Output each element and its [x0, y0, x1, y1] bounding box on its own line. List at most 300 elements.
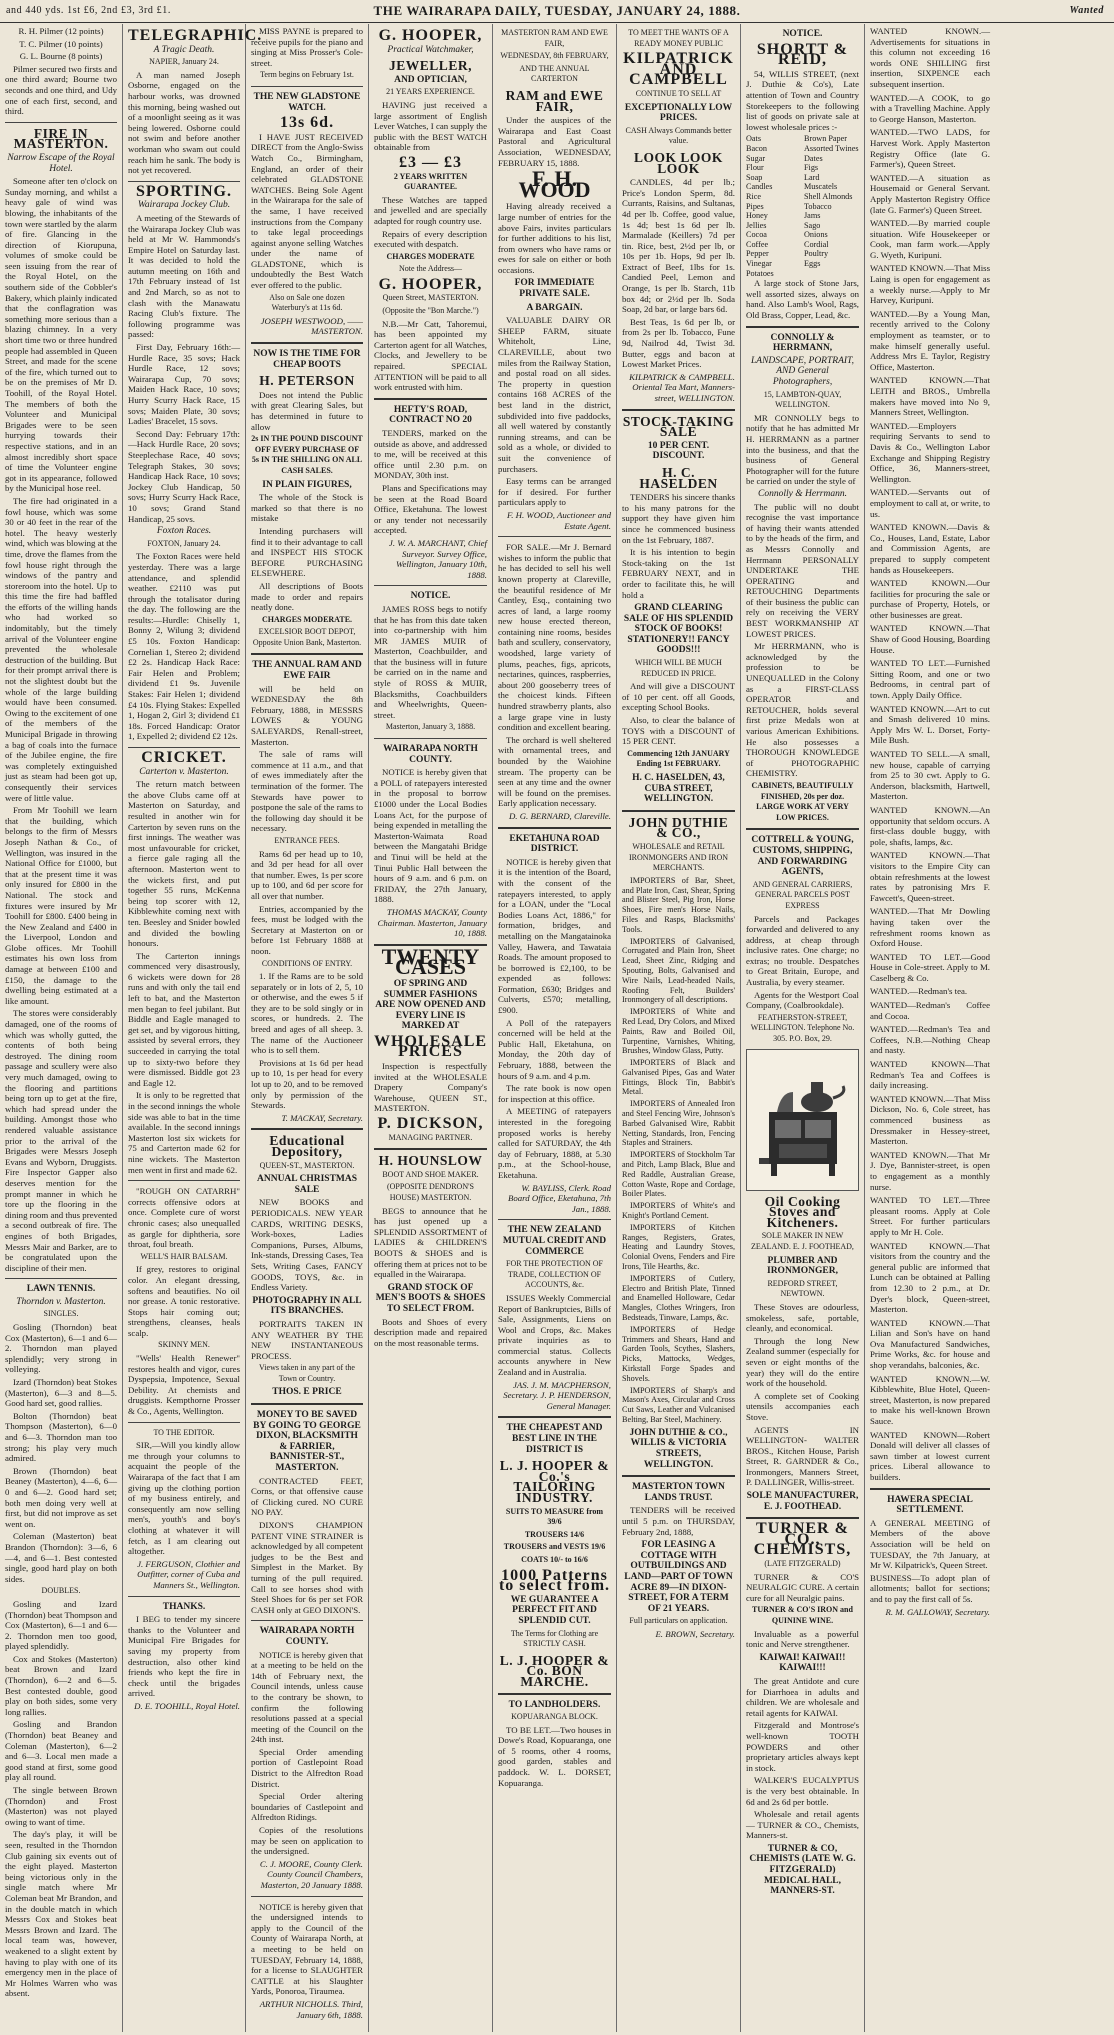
foothead-sole-maker: SOLE MAKER IN NEW ZEALAND. E. J. FOOTHEAD,	[751, 1231, 854, 1251]
excelsior-depot: EXCELSIOR BOOT DEPOT, Opposite Union Bank, Masterton.	[252, 627, 362, 647]
twenty-cases-heading: TWENTY CASES	[381, 943, 480, 980]
watch-also: Also on Sale one dozen Waterbury's at 11s 6d.	[269, 292, 345, 313]
importer-item: IMPORTERS of Kitchen Ranges, Registers, Grates, Heating and Laundry Stoves, Colonial Ovens, Fenders and Fire Irons, Tile Hearths, &c.	[622, 1222, 735, 1272]
wanted-advert: WANTED KNOWN—That Redman's Tea and Coffees is daily increasing.	[870, 1059, 990, 1091]
goods-item: Sago	[804, 220, 821, 230]
bargain-heading: A BARGAIN.	[526, 302, 583, 313]
wanted-advert: WANTED.—TWO LADS, for Harvest Work. Apply Masterton Registry Office (late G. Farmer's), Queen Street.	[870, 127, 990, 170]
mutual-credit-heading: THE NEW ZEALAND MUTUAL CREDIT AND COMMERCE	[502, 1225, 607, 1257]
wood-heading: F. H. WOOD	[518, 166, 591, 202]
conditions-text-2: Provisions at 1s 6d per head up to 10, 1s per head for every lot up to 20, and to be removed only by permission of the Stewards.	[251, 1057, 363, 1111]
terms-text: The Terms for Clothing are STRICTLY CASH.	[510, 1628, 599, 1649]
stove-icon	[751, 1058, 855, 1182]
goods-item: Cordial	[804, 239, 829, 249]
look-heading: LOOK LOOK LOOK	[634, 149, 723, 176]
fire-heading: FIRE IN MASTERTON.	[13, 125, 109, 152]
haselden-text-2: It is his intention to begin Stock-taking on the 1st FEBRUARY NEXT, and in order to facilitate this, he will hold a	[622, 547, 735, 600]
wanted-advert: WANTED.—Servants out of employment to call at, or write, to us.	[870, 487, 990, 519]
importer-item: IMPORTERS of Annealed Iron and Steel Fencing Wire, Johnson's Barbed Galvanised Wire, Rabbit Netting, Standards, Iron, Fencing Staples and Strainers.	[622, 1099, 735, 1148]
kilpatrick-heading: KILPATRICK AND CAMPBELL	[623, 50, 734, 89]
price-signature: THOS. E PRICE	[272, 1387, 342, 1398]
hooper-text-2: These Watches are tapped and jewelled and are specially adapted for rough country use.	[374, 194, 487, 226]
importer-item: IMPORTERS of Sharp's and Mason's Axes, Circular and Cross Cut Saws, Leather and Vulcanised Belting, Bar Steel, Machinery.	[622, 1385, 735, 1424]
divider	[498, 536, 611, 537]
conditions-heading: CONDITIONS OF ENTRY.	[261, 958, 353, 968]
north-county-signature: C. J. MOORE, County Clerk. County Council Chambers, Masterton, 20 January 1888.	[259, 1858, 363, 1890]
divider	[251, 1896, 363, 1897]
goods-item: Sugar	[746, 153, 766, 163]
cricket-text-3: It is only to be regretted that in the second innings the whole side was able to bat in the time available. In the second innings Masterton lost six wickets for 75 and Carterton made 62 for nine wickets. The Masterton men went in first and made 62.	[128, 1090, 240, 1175]
trousers-price: TROUSERS 14/6	[524, 1529, 585, 1539]
wanted-advert: WANTED.—Employers requiring Servants to send to Davis & Co., Wellington Labor Exchange and Shipping Registry Office, 36, Manners-street, Wellington.	[870, 420, 990, 484]
tenders-signature: J. W. A. MARCHANT, Chief Surveyor. Survey Office, Wellington, January 10th, 1888.	[388, 537, 487, 580]
wanted-advert: WANTED KNOWN.—Davis & Co., Houses, Land, Estate, Labor and Commission Agents, are prepared to supply competent hands as Housekeepers.	[870, 522, 990, 575]
tailoring-signature: L. J. HOOPER & Co. BON MARCHE.	[499, 1652, 610, 1689]
ross-muir-date: Masterton, January 3, 1888.	[385, 722, 476, 732]
hooper-text-3: Repairs of every description executed with despatch.	[374, 228, 487, 250]
wood-signature: F. H. WOOD, Auctioneer and Estate Agent.	[506, 509, 611, 531]
kaiwai-text: The great Antidote and cure for Diarrhoea in adults and children. We are wholesale and retail agents for KAIWAI.	[746, 1675, 859, 1718]
north-county-text-3: Special Order altering boundaries of Castlepoint and Alfredton Ridings.	[251, 1791, 363, 1823]
tailoring-heading: L. J. HOOPER & Co.'s TAILORING INDUSTRY.	[499, 1458, 610, 1505]
skinny-men-heading: SKINNY MEN.	[158, 1340, 210, 1350]
notice-heading: NOTICE.	[410, 591, 451, 602]
eketahuna-heading: EKETAHUNA ROAD DISTRICT.	[509, 833, 600, 855]
divider	[374, 398, 487, 400]
slaughter-signature: ARTHUR NICHOLLS. Third, January 6th, 1888.	[259, 1998, 363, 2020]
goods-list	[746, 134, 859, 278]
kaiwai-heading: KAIWAI! KAIWAI!! KAIWAI!!!	[759, 1652, 846, 1674]
entry-1: R. H. Pilmer (12 points)	[18, 26, 104, 36]
ram-ewe-fair-heading: THE ANNUAL RAM AND EWE FAIR	[252, 660, 362, 682]
goods-item: Bacon	[746, 143, 767, 153]
divider	[128, 1596, 240, 1597]
editor-heading: TO THE EDITOR.	[153, 1427, 215, 1437]
repairs-text: All descriptions of Boots made to order and repairs neatly done.	[251, 580, 363, 613]
depository-text: NEW BOOKS and PERIODICALS. NEW YEAR CARDS, WRITING DESKS, Work-boxes, Ladies Companions, Purses, Albums, Ink-stands, Dressing Cases, Tea Sets, Writing Cases, FANCY GOODS, TOYS, &c. in Endless Variety.	[251, 1197, 363, 1293]
wanted-advert: WANTED KNOWN.—That LEITH and BROS., Umbrella makers have moved into No 9, Manners Street, Wellington.	[870, 375, 990, 418]
divider	[746, 326, 859, 328]
divider	[251, 86, 363, 87]
hooper-text: HAVING just received a large assortment of English Lever Watches, I can supply the public with the BEST WATCH obtainable from	[374, 99, 487, 153]
dixon-text-2: DIXON'S CHAMPION PATENT VINE STRAINER is acknowledged by all competent judges to be the Best and Simplest in the Market. By turning of the pull required. Call to see horses shod with Steel Shoes for 6s per set FOR CASH only at GEO DIXON'S.	[251, 1520, 363, 1615]
ross-muir-notice: JAMES ROSS begs to notify that he has from this date taken into co-partnership with him MR JAMES MUIR of Masterton, Coachbuilder, and that the business will in future be carried on in the name and style of ROSS & MUIR, Blacksmiths, Coachbuilders and Wheelwrights, Queen-street.	[374, 603, 487, 720]
wanted-advert: WANTED.—Redman's tea.	[870, 986, 968, 997]
hooper-heading: G. HOOPER,	[378, 27, 483, 44]
commencing-text: Commencing 12th JANUARY Ending 1st FEBRUARY.	[627, 748, 730, 769]
column-4	[369, 24, 493, 2032]
mackay-signature: T. MACKAY, Secretary.	[281, 1112, 363, 1123]
foothead-text: These Stoves are odourless, smokeless, safe, portable, cleanly, and economical.	[746, 1301, 859, 1334]
goods-item: Assorted Twines	[804, 143, 859, 153]
hair-balsam-text: If grey, restores to original color. An elegant dressing, softens and beautifies. No oil nor grease. A tonic restorative. Stops hair coming out; strengthens, cleanses, heals scalp.	[128, 1264, 240, 1338]
hooper-optician: AND OPTICIAN,	[394, 74, 467, 85]
divider	[622, 1475, 735, 1477]
ready-money-header: TO MEET THE WANTS OF A READY MONEY PUBLIC	[628, 28, 729, 48]
turner-heading: TURNER & CO., CHEMISTS,	[753, 1520, 852, 1559]
fashions-text: OF SPRING AND SUMMER FASHIONS ARE NOW OPENED AND EVERY LINE IS MARKED AT	[375, 978, 486, 1032]
wanted-advert: WANTED KNOWN.—That visitors to the Empire City can obtain refreshments at the lowest rates by patronising Mrs F. Fawcett's, Queen-street.	[870, 850, 990, 903]
wanted-advert: WANTED KNOWN.—Art to cut and Smash delivered 10 mins. Apply Mrs W. L. Dorset, Forty-Mile Bush.	[870, 703, 990, 746]
balance-text: Also, to clear the balance of TOYS with a DISCOUNT of 15 PER CENT.	[622, 715, 735, 747]
connolly-subheading: LANDSCAPE, PORTRAIT, AND General Photographers,	[750, 355, 854, 387]
divider	[746, 1517, 859, 1519]
goods-item: Oats	[746, 134, 762, 144]
peterson-discount: 2s IN THE POUND DISCOUNT OFF EVERY PURCHASE OF 5s IN THE SHILLING ON ALL CASH SALES.	[251, 434, 363, 475]
special-settlement-text-2: BUSINESS—To adopt plan of allotments; ballot for sections; and to pay the first call of 5s.	[870, 1572, 990, 1604]
special-settlement-signature: R. M. GALLOWAY, Secretary.	[885, 1606, 990, 1617]
quinine-text: Invaluable as a powerful tonic and Nerve strengthener.	[746, 1628, 859, 1650]
grand-stock: GRAND STOCK OF MEN'S BOOTS & SHOES TO SELECT FROM.	[375, 1282, 486, 1314]
wanted-advert: WANTED TO LET.—Furnished Sitting Room, and one or two Bedrooms, in central part of town. Apply Daily Office.	[870, 658, 990, 701]
importer-item: IMPORTERS of White and Red Lead, Dry Colors, and Mixed Paints, Raw and Boiled Oil, Turpentine, Varnishes, Whiting, Brushes, Window Glass, Putty.	[622, 1007, 735, 1056]
goods-item: Cocoa	[746, 230, 767, 240]
notice-heading: NOTICE.	[782, 29, 823, 39]
hounslow-opposite: (OPPOSITE DENDRON'S HOUSE) MASTERTON.	[386, 1182, 474, 1202]
north-county-text-2: Special Order amending portion of Castlepoint Road District to the Alfredton Road District.	[251, 1746, 363, 1789]
hooper-heading-2: G. HOOPER,	[378, 275, 483, 293]
dixon-heading: MONEY TO BE SAVED BY GOING TO GEORGE DIXON, BLACKSMITH & FARRIER, BANNISTER-ST., MASTERTON.	[253, 1410, 361, 1474]
divider	[251, 342, 363, 344]
tahoremui-note: N.B.—Mr Catt, Tahoremui, has been appointed my Carterton agent for all Watches, Clocks, and Jewellery to be repaired. SPECIAL ATTENTION will be paid to all work entrusted with him.	[374, 318, 487, 393]
thanks-heading: THANKS.	[162, 1601, 206, 1612]
foothead-heading: PLUMBER AND IRONMONGER,	[767, 1255, 838, 1277]
coats-price: COATS 10/- to 16/6	[521, 1554, 588, 1564]
tennis-result-7: Cox and Stokes (Masterton) beat Brown and Izard (Thorndon), 6—2 and 6—5. Best contested double, good play on both sides, some very long rallies.	[5, 1653, 117, 1717]
peterson-text: Does not intend the Public with great Clearing Sales, but has determined in future to allow	[251, 389, 363, 432]
haselden-heading: H. C. HASELDEN	[639, 464, 718, 491]
wood-text: Having already received a large number of entries for the above Fairs, invites particulars for further additions to his list, from owners who have rams or ewes for sale on either or both occasions.	[498, 201, 611, 275]
divider	[498, 1693, 611, 1695]
column-5	[493, 24, 617, 2032]
hooper-jeweller: JEWELLER,	[389, 58, 472, 74]
town-lands-signature: E. BROWN, Secretary.	[655, 1628, 735, 1639]
thanks-text: I BEG to tender my sincere thanks to the Volunteer and Municipal Fire Brigades for saving my property from destruction, also other kind friends who kept the fire in check until the brigades arrived.	[128, 1614, 240, 1699]
column-7	[741, 24, 865, 2032]
suits-price: SUITS TO MEASURE from 39/6	[505, 1506, 604, 1527]
jockey-club-heading: Wairarapa Jockey Club.	[137, 200, 231, 211]
poll-notice: NOTICE is hereby given that a POLL of ratepayers interested in the proposal to borrow £1000 under the Local Bodies Loans Act, for the purpose of being expended in metalling the Masterton-Waimata Road between the Mangatahi Bridge and Tinui will be held at the Tinui Public Hall between the hours of 9 a.m. and 6 p.m. on FRIDAY, the 27th January, 1888.	[374, 767, 487, 905]
town-lands-particulars: Full particulars on application.	[629, 1616, 728, 1626]
wanted-advert: WANTED.—A situation as Housemaid or General Servant. Apply Masterton Registry Office (late G. Farmer's) Queen Street.	[870, 172, 990, 215]
wanted-advert: WANTED KNOWN—Robert Donald will deliver all classes of sawn timber at lowest current prices. Liberal allowance to builders.	[870, 1429, 990, 1482]
fire-paragraph-3: From Mr Toohill we learn that the building, which belongs to the firm of Messrs Joseph Nathan & Co., of Wellington, was insured in the National Office for £1000, but that at the present time it was only insured for £800 in the National. The stock and fixtures were insured by Mr Toohill for £800. £400 being in the New Zealand and £400 in the Liverpool, London and Globe offices. Mr Toohill estimates his own loss from damage at between £100 and £150, the damage to the dwelling being estimated at a like amount.	[5, 805, 117, 1006]
sale-signature: D. G. BERNARD, Clareville.	[508, 810, 611, 821]
eketahuna-text-2: A Poll of the ratepayers concerned will be held at the Public Hall, Eketahuna, on Monday, the 20th day of February, 1888, between the hours of 9 a.m. and 4 p.m.	[498, 1017, 611, 1081]
foothead-text-3: A complete set of Cooking utensils accompanies each Stove.	[746, 1390, 859, 1422]
foxton-races-text: The Foxton Races were held yesterday. There was a large attendance, and splendid weather. £2110 was put through the totalisator during the day. The following are the results:—Hurdle: Chiselly 1, Bonny 2, Wilung 3; dividend £5 10s. Foxton Handicap: Cornelian 1, Stereo 2; dividend £2 2s. Handicap Hack Race: Fair Helen and Problem; dividend £1 9s. Juvenile Stakes: Fair Helen 1; dividend £4 10s. Flying Stakes: Expelled 1, Hogan 2, Girl 3; dividend £1 18s. Forced Handicap: Orator 1, Expelled 2; dividend £2 12s.	[128, 551, 240, 742]
agents-text: AGENTS IN WELLINGTON- WALTER BROS., Kitchen House, Parish Street, R. GARNDER & Co., Ironmongers, Manners Street, P. DALLINGER, Willis-street.	[746, 1424, 859, 1488]
tennis-result-9: The single between Brown (Thorndon) and Frost (Masterton) was not played owing to want of time.	[5, 1785, 117, 1827]
tennis-heading: LAWN TENNIS.	[26, 1284, 96, 1295]
photography-text: PORTRAITS TAKEN IN ANY WEATHER BY THE NEW INSTANTANEOUS PROCESS.	[251, 1318, 363, 1361]
editor-letter: SIR,—Will you kindly allow me through your columns to acquaint the people of the Wairarapa of the fact that I am giving up the clothing portion of my business entirely, and consequently am now selling men's, youth's and boy's clothing at whatever it will fetch, as I am clearing out altogether.	[128, 1440, 240, 1557]
divider	[498, 827, 611, 829]
cottrell-subheading: AND GENERAL CARRIERS, GENERAL PARCELS POST EXPRESS	[752, 879, 853, 910]
wanted-advert: WANTED TO SELL.—A small, new house, capable of carrying from 25 to 30 cwt. Apply to G. Anderson, blacksmith, Hartwell, Masterton.	[870, 749, 990, 802]
thanks-signature: D. E. TOOHILL, Royal Hotel.	[134, 1700, 240, 1711]
divider	[870, 1488, 990, 1490]
divider	[746, 828, 859, 830]
low-prices-heading: EXCEPTIONALLY LOW PRICES.	[624, 102, 733, 124]
goods-item: Figs	[804, 163, 819, 173]
dixon-text: CONTRACTED FEET, Corns, or that offensive cause of Clicking cured. NO CURE NO PAY.	[251, 1475, 363, 1518]
fire-paragraph-1: Someone after ten o'clock on Sunday morning, and whilst a heavy gale of wind was blowing, the inhabitants of the town were startled by the alarm of fire. Glancing in the direction of Kiorupuna, volumes of smoke could be seen issuing from the rear of the Royal Hotel, on the southern side of the Cobbler's Bakery, which plainly indicated that the conflagration was something more serious than a blazing chimney. In a very short time two or three hundred people had assembled in Queen Street, and made for the scene of the fire, which turned out to be on the premises of Mr D. Toohill, of the Royal Hotel. The members of both the Volunteer and Municipal Brigades were to be seen hurrying towards their respective stations, and in an almost incredibly short space of time the Volunteer engine got in its appearance, followed by the Municipal hose reel.	[5, 176, 117, 494]
goods-item: Soap	[746, 172, 763, 182]
north-county-heading: WAIRARAPA NORTH COUNTY.	[259, 1626, 355, 1647]
watch-price: 13s 6d.	[279, 114, 335, 132]
sale-text-2: The orchard is well sheltered with ornamental trees, and bounded by the Waiohine stream. The property can be seen at any time and the owner will be found on the premises. Early application necessary.	[498, 734, 611, 809]
tenders-text-2: Plans and Specifications may be seen at the Road Board Office, Eketahuna. The lowest or any tender not necessarily accepted.	[374, 482, 487, 536]
goods-item: Brown Paper	[804, 134, 847, 144]
turner-text: TURNER & CO'S NEURALGIC CURE. A certain cure for all Neuralgic pains.	[746, 1571, 859, 1603]
importer-item: IMPORTERS of Stockholm Tar and Pitch, Lamp Black, Blue and Red Raddle, Australian Grease, Cotton Waste, Rope and Cordage, Boiler Plates.	[622, 1150, 735, 1199]
tenders-text: TENDERS, marked on the outside as above, and addressed to me, will be received at this office until 2.30 p.m. on MONDAY, 30th inst.	[374, 428, 487, 481]
duthie-signature: JOHN DUTHIE & CO., WILLIS & VICTORIA STREETS, WELLINGTON.	[629, 1427, 728, 1470]
fair-heading: RAM and EWE FAIR,	[505, 87, 604, 114]
tennis-singles-label: SINGLES.	[43, 1309, 79, 1319]
mutual-credit-text: ISSUES Weekly Commercial Report of Bankruptcies, Bills of Sale, Assignments, Liens on Wool and Crops, &c. Makes private inquiries as to commercial status. Collects accounts anywhere in New Zealand and in Australia.	[498, 1292, 611, 1378]
price-list-2: Best Teas, 1s 6d per lb, or from 2s per lb. Tobacco, Fune 9d, Nailrod 4d, Twist 3d. Butter, eggs and bacon at Lowest Market Prices.	[622, 316, 735, 370]
wanted-advert: WANTED.—Redman's Tea and Coffees, N.B.—Nothing Cheap and nasty.	[870, 1024, 990, 1056]
plain-figures-heading: IN PLAIN FIGURES,	[262, 479, 352, 490]
connolly-text: MR CONNOLLY begs to notify that he has admitted Mr H. HERRMANN as a partner into the business, and that the business of General Photographer will for the future be carried on under the style of	[746, 412, 859, 487]
tennis-subheading: Thorndon v. Masterton.	[16, 1296, 106, 1307]
foothead-text-2: Through the long New Zealand summer (especially for seven or eight months of the year) they will do the entire work of the household.	[746, 1335, 859, 1389]
cottrell-heading: COTTRELL & YOUNG, CUSTOMS, SHIPPING, AND FORWARDING AGENTS,	[751, 835, 854, 878]
columns	[0, 24, 1114, 2032]
ram-ewe-fair-text: will be held on WEDNESDAY the 8th February, 1888, in MESSRS LOWES & YOUNG SALEYARDS, Renall-street, Masterton.	[251, 683, 363, 747]
jockey-club-text-3: Second Day: February 17th:—Hack Hurdle Race, 20 sovs; Steeplechase Race, 40 sovs; Telegraph Stakes, 30 sovs; Handicap Hack Race, 10 sovs; Jockey Club Handicap, 50 sovs; Hurry Scurry Hack Race, 10 sovs; Grand Stand Handicap, 25 sovs.	[128, 428, 240, 524]
goods-item: Shell Almonds	[804, 191, 853, 201]
hounslow-text-2: Boots and Shoes of every description made and repaired on the most reasonable terms.	[374, 1316, 487, 1348]
cricket-heading: CRICKET.	[141, 749, 227, 766]
wanted-advert: WANTED KNOWN.—That Miss Laing is open for engagement as a weekly nurse.—Apply to Mr Harvey, Kuripuni.	[870, 263, 990, 306]
photography-heading: PHOTOGRAPHY IN ALL ITS BRANCHES.	[252, 1295, 362, 1317]
fair-text: Under the auspices of the Wairarapa and East Coast Pastoral and Agricultural Association, WEDNESDAY, FEBRUARY 15, 1888.	[498, 115, 611, 168]
watch-heading: THE NEW GLADSTONE WATCH.	[253, 91, 361, 113]
divider	[374, 1148, 487, 1150]
connolly-heading: CONNOLLY & HERRMANN,	[770, 332, 835, 354]
divider	[251, 1403, 363, 1405]
tragic-dateline: NAPIER, January 24.	[149, 57, 219, 67]
poll-signature: THOMAS MACKAY, County Chairman. Masterton, January 10, 1888.	[377, 906, 487, 939]
goods-item: Tobacco	[804, 201, 832, 211]
tennis-summary: The day's play, it will be seen, resulted in the Thorndon Club gaining six events out of the eight played. Masterton being victorious only in the single match where Mr Coleman beat Mr Brandon, and in the double match in which Messrs Cox and Stokes beat Messrs Brown and Izard. The local team was, however, weakened to a slight extent by having to play with one of its emergency men in the place of Mr Holmes Warren who was absent.	[5, 1829, 117, 1999]
eketahuna-text-3: The rate book is now open for inspection at this office.	[498, 1083, 611, 1104]
special-settlement-text: A GENERAL MEETING of Members of the above Association will be held on TUESDAY, the 7th January, at Mr W. Kilpatrick's, Queen Street.	[870, 1517, 990, 1571]
shortt-reid-text-2: A large stock of Stone Jars, well assorted sizes, always on hand. Also Lamb's Wool, Rags, Old Brass, Copper, Lead, &c.	[746, 278, 859, 321]
stove-caption: Oil Cooking Stoves and Kitcheners.	[764, 1193, 841, 1230]
discount-heading: 10 PER CENT. DISCOUNT.	[647, 440, 710, 462]
town-lands-heading: MASTERTON TOWN LANDS TRUST.	[632, 1482, 725, 1503]
tennis-result-4: Brown (Thorndon) beat Beaney (Masterton), 4—6, 6—0 and 6—2. Good hard set; both men doing very well at first, but did not improve as set went on.	[5, 1465, 117, 1529]
sporting-heading: SPORTING.	[135, 182, 232, 200]
goods-item: Vinegar	[746, 259, 772, 269]
fire-subheading: Narrow Escape of the Royal Hotel.	[7, 152, 115, 174]
goods-item: Honey	[746, 211, 768, 221]
town-lands-text: TENDERS will be received until 5 p.m. on THURSDAY, February 2nd, 1888,	[622, 1505, 735, 1537]
column-6	[617, 24, 741, 2032]
fire-paragraph-4: The stores were considerably damaged, one of the rooms of which was wholly gutted, the contents of both being destroyed. The dining room passage and scullery were also very much damaged, owing to the flooring and partitions being torn up to get at the fire, which had spread under the building. Amongst those who rendered valuable assistance prior to the arrival of the Brigades were Messrs Joseph Evans and Wyborn, Druggists. Fire Inspector Gapper also deserves mention for the prompt manner in which he tore up the flooring in the dining room and thus prevented a second outbreak of fire. The engines of both Brigades, Messrs Mair and Barker, are to be congratulated upon the discipline of their men.	[5, 1008, 117, 1273]
hooper-opposite: (Opposite the "Bon Marche.")	[382, 306, 479, 316]
haselden-text: TENDERS his sincere thanks to his many patrons for the support they have given him since he commenced business on the 1st February, 1887.	[622, 492, 735, 545]
editor-signature: J. FERGUSON, Clothier and Outfitter, corner of Cuba and Manners St., Wellington.	[137, 1558, 240, 1590]
mutual-credit-sub: FOR THE PROTECTION OF TRADE, COLLECTION OF ACCOUNTS, &c.	[506, 1259, 603, 1290]
foxton-dateline: FOXTON, January 24.	[147, 538, 221, 548]
hounslow-subheading: BOOT AND SHOE MAKER.	[382, 1169, 479, 1179]
landholders-sub: KOPUARANGA BLOCK.	[511, 1712, 598, 1722]
wanted-advert: WANTED KNOWN.—An opportunity that seldom occurs. A first-class double buggy, with pole, shafts, lamps, &c.	[870, 804, 990, 847]
divider	[622, 810, 735, 812]
allowance-text: And will give a DISCOUNT of 10 per cent. off all Goods, excepting School Books.	[622, 681, 735, 713]
importer-item: IMPORTERS of Hedge Trimmers and Shears, Hand and Garden Tools, Scythes, Slashers, Picks, Mattocks, Wedges, Kirkstall Forge Spades and Shovels.	[622, 1324, 735, 1383]
connolly-text-2: The public will no doubt recognise the vast importance of having their wants attended to by the heads of the firm, and as Messrs Connolly and Herrmann PERSONALLY UNDERTAKE THE OPERATING and RETOUCHING Departments of their business the public can rely on receiving the VERY BEST WORKMANSHIP AT LOWEST PRICES.	[746, 501, 859, 639]
goods-item: Onions	[804, 230, 828, 240]
column-8	[865, 24, 995, 2032]
town-lands-cottage: FOR LEASING A COTTAGE WITH OUTBUILDINGS AND LAND—PART OF TOWN ACRE 89—IN DIXON-STREET, FOR A TERM OF 21 YEARS.	[624, 1540, 733, 1614]
conditions-text: 1. If the Rams are to be sold separately or in lots of 2, 5, 10 or otherwise, and the ewes 5 if they are to be sold singly or in scores, or hundreds. 2. The breed and ages of all sheep. 3. The name of the Auctioneer who is to sell them.	[251, 971, 363, 1056]
entry-3: G. L. Bourne (8 points)	[19, 51, 103, 62]
trousers-vests-price: TROUSERS and VESTS 19/6	[503, 1542, 606, 1552]
goods-item: Dates	[804, 153, 823, 163]
goods-item: Muscatels	[804, 182, 838, 192]
goods-item: Lard	[804, 172, 820, 182]
divider	[128, 1180, 240, 1181]
divider	[622, 409, 735, 411]
hooper-experience: 21 YEARS EXPERIENCE.	[386, 87, 475, 97]
cricket-text-2: The Carterton innings commenced very disastrously, 6 wickets were down for 28 runs and with only the tail end left to bat, and the Masterton men began to feel jubilant. But Biddle and Eagle managed to get set, and by vigorous hitting, assisted by several errors, they succeeded in carrying the total up to sixty-two before they were dismissed. Biddle got 23 and Eagle 12.	[128, 950, 240, 1088]
photography-views: Views taken in any part of the Town or Country.	[259, 1363, 355, 1383]
cottrell-signature: FEATHERSTON-STREET, WELLINGTON. Telephone No. 305. P.O. Box, 29.	[750, 1012, 855, 1044]
grand-sale-heading: GRAND CLEARING SALE OF HIS SPLENDID STOCK OF BOOKS! STATIONERY!! FANCY GOODS!!!	[623, 603, 734, 656]
shortt-reid-heading: SHORTT & REID,	[756, 40, 849, 69]
eketahuna-signature: W. BAYLISS, Clerk. Road Board Office, Eketahuna, 7th Jan., 1888.	[507, 1182, 611, 1214]
importer-item: IMPORTERS of Cutlery, Electro and British Plate, Tinned and Enamelled Holloware, Cedar Mangles, Clothes Wringers, Iron Bedsteads, Tinware, Lamps, &c.	[622, 1273, 735, 1323]
wanted-advert: WANTED KNOWN.—That visitors from the country and the general public are informed that Lunch can be obtained at Palling from 12.30 to 2 p.m., at Dr. Dyer's block, Queen-street, Masterton.	[870, 1240, 990, 1315]
wanted-advert: WANTED.—By married couple situation. Wife Housekeeper or Cook, man farm work.—Apply G. Wyeth, Kuripuni.	[870, 218, 990, 260]
turner-signature: TURNER & CO, CHEMISTS (LATE W. G. FITZGERALD) MEDICAL HALL, MANNERS-ST.	[749, 1843, 856, 1897]
hooper-charges: CHARGES MODERATE	[386, 251, 475, 261]
cheapest-heading: THE CHEAPEST AND BEST LINE IN THE DISTRICT IS	[506, 1423, 603, 1455]
plain-figures-text: The whole of the Stock is marked so that there is no mistake	[251, 492, 363, 524]
payne-advert: MISS PAYNE is prepared to receive pupils for the piano and singing at Miss Prosser's Cole-street.	[251, 26, 363, 68]
tennis-result-3: Bolton (Thorndon) beat Thompson (Masterton), 6—0 and 6—3. Thorndon man too strong; his play very much admired.	[5, 1410, 117, 1464]
wanted-advert: WANTED TO LET.—Three pleasant rooms. Apply at Cole Street. For further particulars apply to Mr H. Cole.	[870, 1195, 990, 1237]
goods-item: Eggs	[804, 259, 821, 269]
column-1	[0, 24, 123, 2032]
importer-item: IMPORTERS of Bar, Sheet, and Plate Iron, Cast, Shear, Spring and Blister Steel, Pig Iron, Horse Shoes, Fire men's Horse Nails, Files and Rasps, Blacksmiths' Tools.	[622, 875, 735, 934]
divider	[498, 1416, 611, 1418]
catarrh-advert: "ROUGH ON CATARRH" corrects offensive odors at once. Complete cure of worst chronic cases; also unequalled as gargle for diphtheria, sore throat, foul breath.	[128, 1186, 240, 1250]
divider	[251, 1128, 363, 1130]
turner-subheading: (LATE FITZGERALD)	[764, 1559, 841, 1569]
masthead-left-fragment: and 440 yds. 1st £6, 2nd £3, 3rd £1.	[6, 5, 171, 16]
stock-taking-heading: STOCK-TAKING SALE	[622, 413, 735, 440]
continue-text: CONTINUE TO SELL AT	[635, 88, 722, 98]
north-county-text-4: Copies of the resolutions may be seen on application to the undersigned.	[251, 1825, 363, 1857]
duthie-heading: JOHN DUTHIE & CO.,	[628, 814, 729, 841]
wanted-advert: WANTED KNOWN.—Our facilities for procuring the sale or purchase of Property, Hotels, or other businesses are great.	[870, 578, 990, 620]
connolly-street: 15, LAMBTON-QUAY, WELLINGTON.	[763, 389, 842, 410]
foothead-street: REDFORD STREET, NEWTOWN.	[767, 1278, 838, 1299]
contract-heading: HEFTY'S ROAD, CONTRACT NO 20	[389, 404, 472, 426]
masthead	[0, 0, 1114, 23]
entrance-fees-heading: ENTRANCE FEES.	[274, 835, 340, 845]
dickson-heading: P. DICKSON,	[377, 1115, 484, 1133]
masthead-right-fragment: Wanted	[1069, 5, 1104, 16]
stove-illustration	[746, 1049, 859, 1191]
eketahuna-text: NOTICE is hereby given that it is the intention of the Board, with the consent of the ratepayers interested, to apply for a LOAN, under the "Local Bodies Loans Act, 1886," for formation, bridges, and metalling on the Mangatainoka Valley, Hawera, and Tawataia Roads. The amount proposed to be borrowed is £2,100, to be expended as follows: Formation, £630; Bridges and Culverts, £570; metalling, £900.	[498, 856, 611, 1016]
wanted-list	[870, 26, 990, 1483]
wanted-advert: WANTED KNOWN.—That Lilian and Son's have on hand Ova Manufactured Sandwiches, Prime Works, &c. for house and shop verandahs, balconies, &c.	[870, 1317, 990, 1371]
patterns-heading: 1000 Patterns to select from.	[498, 1566, 611, 1595]
charges-moderate: CHARGES MODERATE.	[261, 614, 353, 624]
divider	[251, 1620, 363, 1621]
cottrell-text-2: Agents for the Westport Coal Company, (Coalbrookdale).	[746, 989, 859, 1011]
hooper-price: £3 — £3	[399, 153, 462, 171]
christmas-sale-heading: ANNUAL CHRISTMAS SALE	[256, 1174, 358, 1195]
hooper-street: Queen Street, MASTERTON.	[382, 293, 479, 303]
wanted-advert: WANTED KNOWN.—W. Kibblewhite, Blue Hotel, Queen-street, Masterton, is now prepared to make his well-known Brown Sauce.	[870, 1373, 990, 1427]
cash-text: CASH Always Commands better value.	[625, 125, 732, 146]
tragic-death-heading: A Tragic Death.	[153, 44, 215, 55]
peterson-text-2: Intending purchasers will find it to their advantage to call and INSPECT HIS STOCK BEFORE PURCHASING ELSEWHERE.	[251, 525, 363, 579]
peterson-heading: H. PETERSON	[259, 373, 355, 389]
wanted-advert: WANTED.—By a Young Man, recently arrived to the Colony employment as teamster, or to make himself generally useful. Address Mrs E. Taylor, Registry Office, Masterton.	[870, 308, 990, 372]
special-settlement-heading: HAWERA SPECIAL SETTLEMENT.	[887, 1494, 973, 1516]
cheap-boots-heading: NOW IS THE TIME FOR CHEAP BOOTS	[253, 349, 361, 370]
connolly-text-3: Mr HERRMANN, who is acknowledged by the profession to be UNEQUALLED in the Colony as a FIRST-CLASS OPERATOR and RETOUCHER, holds several first prize Medals won at various American Exhibitions. He also possesses a THOROUGH KNOWLEDGE of PHOTOGRAPHIC CHEMISTRY.	[746, 641, 859, 779]
telegraphic-heading: TELEGRAPHIC.	[128, 27, 263, 44]
fitzgerald-text: Fitzgerald and Montrose's well-known TOOTH POWDERS and other proprietary articles always kept in stock.	[746, 1720, 859, 1773]
north-county-text: NOTICE is hereby given that at a meeting to be held on the 14th of February next, the Council intends, unless cause to the contrary be shown, to confirm the following resolutions passed at a special meeting of the Council on the 24th inst.	[251, 1649, 363, 1745]
haselden-signature: H. C. HASELDEN, 43, CUBA STREET, WELLINGTON.	[632, 773, 725, 805]
fair-header: MASTERTON RAM AND EWE FAIR,	[501, 28, 608, 48]
importers-list	[622, 876, 735, 1425]
skinny-men-text: "Wells' Health Renewer" restores health and vigor, cures Dyspepsia, Impotence, Sexual Debility. At chemists and druggists. Kempthorne Prosser & Co., Agents, Wellington.	[128, 1353, 240, 1417]
depository-heading: Educational Depository,	[269, 1133, 345, 1159]
wanted-advert: WANTED KNOWN.—That Mr J. Dye, Bannister-street, is open to engagement as a monthly nurse.	[870, 1149, 990, 1192]
importer-item: IMPORTERS of White's and Knight's Portland Cement.	[622, 1201, 735, 1221]
entry-2: T. C. Pilmer (10 points)	[19, 38, 103, 49]
masthead-title: THE WAIRARAPA DAILY, TUESDAY, JANUARY 24, 1888.	[373, 3, 741, 18]
goods-item: Potatoes	[746, 268, 774, 278]
watch-text: I HAVE JUST RECEIVED DIRECT from the Anglo-Swiss Watch Co., Birmingham, England, an order of their celebrated GLADSTONE WATCHES. Being Sole Agent in the Wairarapa for the sale of the same, I have received instructions from the Company to take legal proceedings against anyone selling Watches under the name of GLADSTONE, which is undoubtedly the Best Watch ever offered to the public.	[251, 131, 363, 291]
cottrell-text: Parcels and Packages forwarded and delivered to any address, at cheap through inclusive rates. One charge; no extras; no trouble. Despatches to Great Britain, Europe, and Australia, by every steamer.	[746, 913, 859, 988]
wanted-advert: WANTED—Redman's Coffee and Cocoa.	[870, 1000, 990, 1021]
depository-street: QUEEN-ST., MASTERTON.	[259, 1160, 355, 1170]
goods-item: Pepper	[746, 249, 769, 259]
goods-item: Poultry	[804, 249, 829, 259]
foxton-races-heading: Foxton Races.	[156, 526, 212, 537]
wholesale-agents: Wholesale and retail agents— TURNER & CO., Chemists, Manners-st.	[746, 1809, 859, 1841]
wanted-advert: WANTED KNOWN.—Advertisements for situations in this column not exceeding 16 words ONE SHILLING first insertion, SIXPENCE each subsequent insertion.	[870, 26, 990, 89]
eucalyptus-text: WALKER'S EUCALYPTUS is the very best obtainable. In 6d and 2s 6d per bottle.	[746, 1775, 859, 1807]
results-intro: Pilmer secured two firsts and one third award; Bourne two seconds and one third, and Udy one of each first, second, and third.	[5, 63, 117, 117]
wanted-advert: WANTED.—That Mr Dowling having taken over the refreshment rooms known as Oxford House.	[870, 906, 990, 949]
goods-item: Jams	[804, 211, 821, 221]
fire-paragraph-2: The fire had originated in a fowl house, which was some 30 or 40 feet in the rear of the hotel. The heavy westerly wind, which was blowing at the time, drove the flames from the fowl house right through the windows of the pantry and storeroom into the hotel. Up to this time the fire had baffled the efforts of the willing hands who had worked so indomitably, but the timely arrival of the Volunteer engine prevented the wholesale destruction of the building. But for their prompt arrival there is not the slightest doubt but the whole of the large building would have been consumed. Owing to the excitement of one of the members of the Municipal Brigade in throwing a bag of coals into the furnace of the Jubilee engine, the fire was completely extinguished just as steam had been got up, consequently their services were of little value.	[5, 495, 117, 803]
eketahuna-text-4: A MEETING of ratepayers interested in the foregoing proposed works is hereby called for SATURDAY, the 4th day of February, 1888, at 5.30 p.m., at the School-house, Eketahuna.	[498, 1106, 611, 1180]
inspection-text: Inspection is respectfully invited at the WHOLESALE Drapery Company's Warehouse, QUEEN ST., MASTERTON.	[374, 1061, 487, 1114]
guarantee-text: WE GUARANTEE A PERFECT FIT AND SPLENDID CUT.	[510, 1594, 599, 1626]
goods-item: Jellies	[746, 220, 767, 230]
goods-item: Pipes	[746, 201, 764, 211]
hounslow-text: BEGS to announce that he has just opened up a SPLENDID ASSORTMENT of LADIES & CHILDREN'S BOOTS & SHOES and is offering them at prices not to be equalled in the Wairarapa.	[374, 1205, 487, 1280]
reduced-prices: WHICH WILL BE MUCH REDUCED IN PRICE.	[635, 658, 722, 678]
jockey-club-text-2: First Day, February 16th:—Hurdle Race, 35 sovs; Hack Hurdle Race, 12 sovs; Wairarapa Cup, 70 sovs; Maiden Hack Race, 10 sovs; Hurry Scurry Hack Race, 15 sovs; Maiden Plate, 30 sovs; Ladies' Bracelet, 15 sovs.	[128, 342, 240, 427]
